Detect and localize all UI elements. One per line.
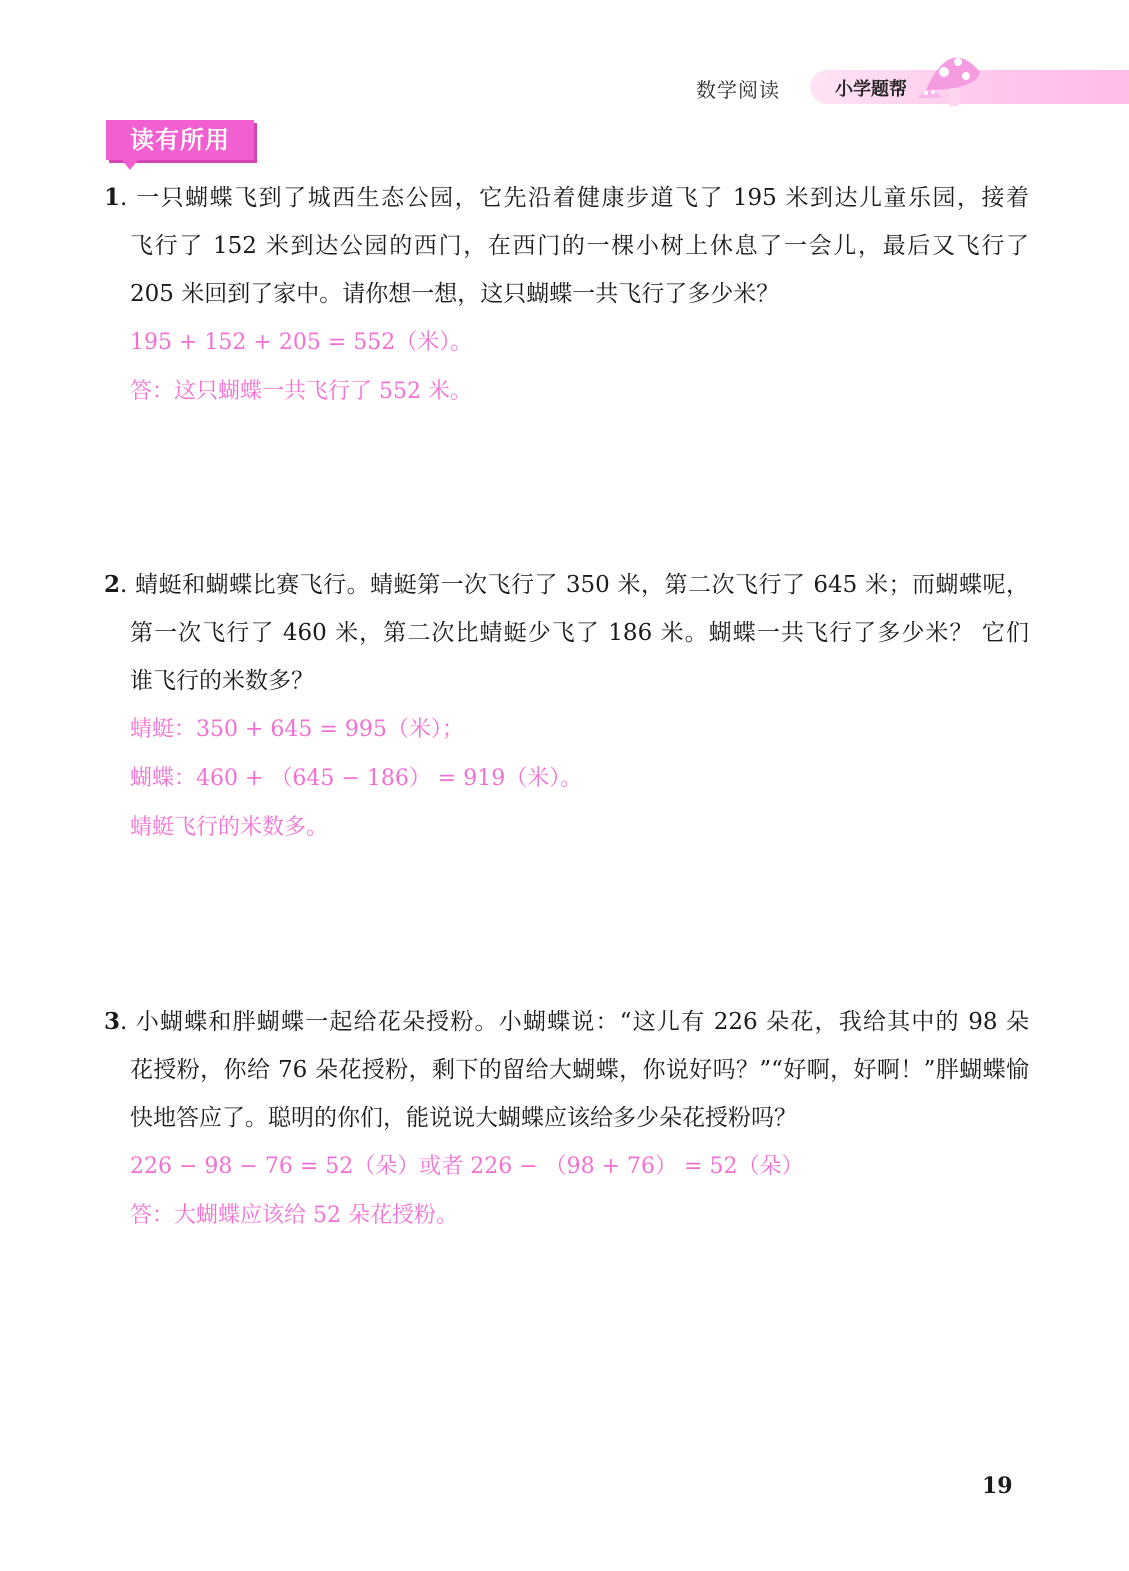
- problem-text: . 一只蝴蝶飞到了城西生态公园，它先沿着健康步道飞了 195 米到达儿童乐园，接着: [120, 185, 1029, 211]
- book-title: 数学阅读: [696, 78, 780, 102]
- answer-line: 蝴蝶：460 + （645 − 186） = 919（米）。: [130, 766, 583, 791]
- problem-line: 快地答应了。聪明的你们，能说说大蝴蝶应该给多少朵花授粉吗？: [130, 1105, 797, 1131]
- problem-text: . 蜻蜓和蝴蝶比赛飞行。蜻蜓第一次飞行了 350 米，第二次飞行了 645 米；而蝴蝶呢，: [120, 572, 1029, 598]
- problem-number: 1: [104, 184, 121, 211]
- problem-line: 205 米回到了家中。请你想一想，这只蝴蝶一共飞行了多少米？: [130, 281, 780, 307]
- problem-line: [104, 998, 1029, 1046]
- problem-line: 谁飞行的米数多？: [130, 668, 314, 694]
- problem-1: [104, 174, 1029, 416]
- problem-number: 2: [104, 571, 121, 598]
- problem-line: [104, 174, 1029, 222]
- answer-line: 答：大蝴蝶应该给 52 朵花授粉。: [130, 1203, 458, 1228]
- section-title: 读有所用: [130, 126, 230, 154]
- problem-line: 花授粉，你给 76 朵花授粉，剩下的留给大蝴蝶，你说好吗？”“好啊，好啊！”胖蝴蝶愉: [130, 1057, 1029, 1083]
- page-header: [640, 62, 1129, 110]
- problem-line: 第一次飞行了 460 米，第二次比蜻蜓少飞了 186 米。蝴蝶一共飞行了多少米？ 它们: [130, 620, 1029, 646]
- answer-line: 蜻蜓飞行的米数多。: [130, 815, 329, 840]
- problem-number: 3: [104, 1008, 121, 1035]
- problem-3: [104, 998, 1029, 1240]
- answer-line: 195 + 152 + 205 = 552（米）。: [130, 330, 473, 355]
- answer-line: 蜻蜓：350 + 645 = 995（米）；: [130, 717, 464, 742]
- problem-line: [104, 561, 1029, 609]
- mushroom-icon: [918, 42, 1008, 112]
- problem-text: . 小蝴蝶和胖蝴蝶一起给花朵授粉。小蝴蝶说：“这儿有 226 朵花，我给其中的 98 朵: [120, 1009, 1029, 1035]
- page-number: 19: [982, 1473, 1013, 1499]
- answer-line: 226 − 98 − 76 = 52（朵）或者 226 − （98 + 76） = 52（朵）: [130, 1154, 804, 1179]
- problem-2: [104, 561, 1029, 852]
- problem-line: 飞行了 152 米到达公园的西门，在西门的一棵小树上休息了一会儿，最后又飞行了: [130, 233, 1029, 259]
- section-title-tag: [106, 120, 254, 160]
- answer-line: 答：这只蝴蝶一共飞行了 552 米。: [130, 379, 472, 404]
- brand-label: 小学题帮: [835, 79, 907, 100]
